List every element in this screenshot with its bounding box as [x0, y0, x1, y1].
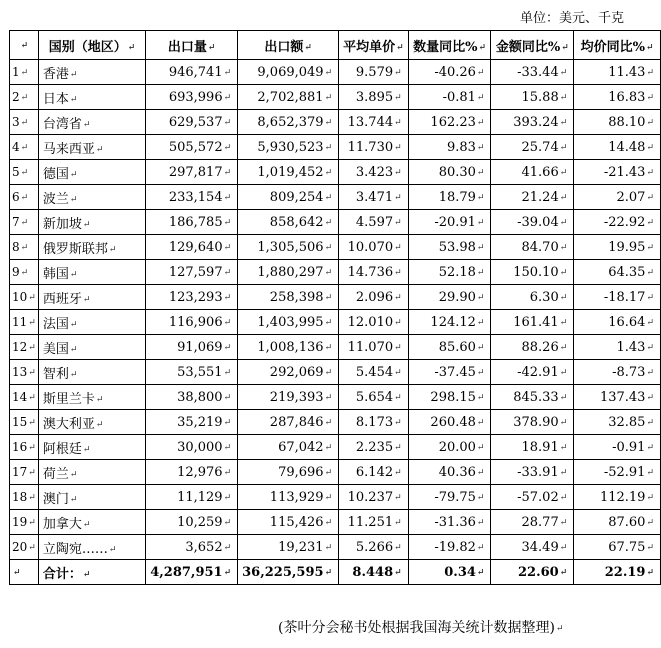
table-row — [10, 435, 661, 460]
cell-qty: 3,652↵ — [146, 535, 238, 560]
cell-qty: 127,597↵ — [146, 260, 238, 285]
cell-qty: 116,906↵ — [146, 310, 238, 335]
cell-qty-yoy: 53.98↵ — [408, 235, 491, 260]
table-row — [10, 85, 661, 110]
cell-avg-price: 12.010↵ — [339, 310, 409, 335]
cell-avg-price: 8.173↵ — [339, 410, 409, 435]
cell-price-yoy: 2.07↵ — [574, 185, 661, 210]
cell-qty-yoy: 29.90↵ — [408, 285, 491, 310]
cell-amount-yoy: 845.33↵ — [491, 385, 574, 410]
cell-amount: 258,398↵ — [238, 285, 339, 310]
cell-qty: 297,817↵ — [146, 160, 238, 185]
cell-qty-yoy: -31.36↵ — [408, 510, 491, 535]
total-row — [10, 560, 661, 585]
cell-amount-yoy: 21.24↵ — [491, 185, 574, 210]
cell-avg-price: 2.096↵ — [339, 285, 409, 310]
cell-amount: 5,930,523↵ — [238, 135, 339, 160]
cell-qty-yoy: 260.48↵ — [408, 410, 491, 435]
cell-index: 10↵ — [10, 285, 39, 310]
cell-country: 台湾省↵ — [38, 110, 145, 135]
header-country: 国别（地区）↵ — [38, 31, 145, 60]
cell-avg-price: 3.895↵ — [339, 85, 409, 110]
cell-qty-yoy: 298.15↵ — [408, 385, 491, 410]
cell-qty: 35,219↵ — [146, 410, 238, 435]
cell-avg-price: 5.654↵ — [339, 385, 409, 410]
cell-country: 澳门↵ — [38, 485, 145, 510]
cell-amount-yoy: -33.91↵ — [491, 460, 574, 485]
cell-qty-yoy: -19.82↵ — [408, 535, 491, 560]
total-qty: 4,287,951↵ — [146, 560, 238, 585]
cell-amount-yoy: 34.49↵ — [491, 535, 574, 560]
cell-qty-yoy: 124.12↵ — [408, 310, 491, 335]
total-index: ↵ — [10, 560, 39, 585]
cell-amount: 8,652,379↵ — [238, 110, 339, 135]
cell-amount-yoy: 28.77↵ — [491, 510, 574, 535]
cell-index: 19↵ — [10, 510, 39, 535]
cell-qty-yoy: 20.00↵ — [408, 435, 491, 460]
header-avg-price: 平均单价↵ — [339, 31, 409, 60]
table-row — [10, 410, 661, 435]
table-row — [10, 485, 661, 510]
cell-amount: 1,008,136↵ — [238, 335, 339, 360]
cell-index: 4↵ — [10, 135, 39, 160]
cell-amount: 1,305,506↵ — [238, 235, 339, 260]
cell-country: 日本↵ — [38, 85, 145, 110]
cell-qty-yoy: 40.36↵ — [408, 460, 491, 485]
cell-country: 加拿大↵ — [38, 510, 145, 535]
cell-amount: 9,069,049↵ — [238, 60, 339, 85]
cell-amount: 292,069↵ — [238, 360, 339, 385]
cell-index: 6↵ — [10, 185, 39, 210]
cell-index: 11↵ — [10, 310, 39, 335]
table-row — [10, 360, 661, 385]
cell-amount-yoy: -39.04↵ — [491, 210, 574, 235]
table-row — [10, 160, 661, 185]
cell-index: 8↵ — [10, 235, 39, 260]
cell-index: 15↵ — [10, 410, 39, 435]
cell-amount: 113,929↵ — [238, 485, 339, 510]
cell-price-yoy: -18.17↵ — [574, 285, 661, 310]
cell-index: 7↵ — [10, 210, 39, 235]
export-table — [9, 30, 661, 585]
cell-amount: 1,403,995↵ — [238, 310, 339, 335]
cell-qty: 123,293↵ — [146, 285, 238, 310]
cell-avg-price: 3.471↵ — [339, 185, 409, 210]
cell-amount: 67,042↵ — [238, 435, 339, 460]
cell-country: 俄罗斯联邦↵ — [38, 235, 145, 260]
table-row — [10, 385, 661, 410]
total-amount-yoy: 22.60↵ — [491, 560, 574, 585]
cell-avg-price: 10.070↵ — [339, 235, 409, 260]
cell-qty-yoy: 80.30↵ — [408, 160, 491, 185]
cell-avg-price: 4.597↵ — [339, 210, 409, 235]
cell-qty-yoy: -79.75↵ — [408, 485, 491, 510]
cell-avg-price: 5.454↵ — [339, 360, 409, 385]
cell-qty-yoy: 18.79↵ — [408, 185, 491, 210]
cell-price-yoy: -52.91↵ — [574, 460, 661, 485]
cell-amount: 809,254↵ — [238, 185, 339, 210]
cell-price-yoy: 112.19↵ — [574, 485, 661, 510]
cell-qty: 10,259↵ — [146, 510, 238, 535]
cell-qty: 693,996↵ — [146, 85, 238, 110]
cell-qty-yoy: -20.91↵ — [408, 210, 491, 235]
cell-country: 阿根廷↵ — [38, 435, 145, 460]
cell-qty: 30,000↵ — [146, 435, 238, 460]
total-label: 合计：↵ — [38, 560, 145, 585]
table-row — [10, 235, 661, 260]
cell-country: 西班牙↵ — [38, 285, 145, 310]
total-amount: 36,225,595↵ — [238, 560, 339, 585]
cell-avg-price: 3.423↵ — [339, 160, 409, 185]
cell-amount: 1,019,452↵ — [238, 160, 339, 185]
cell-qty: 11,129↵ — [146, 485, 238, 510]
cell-price-yoy: -21.43↵ — [574, 160, 661, 185]
table-row — [10, 285, 661, 310]
cell-amount-yoy: -57.02↵ — [491, 485, 574, 510]
cell-qty: 946,741↵ — [146, 60, 238, 85]
cell-amount: 858,642↵ — [238, 210, 339, 235]
cell-price-yoy: -8.73↵ — [574, 360, 661, 385]
cell-amount-yoy: 15.88↵ — [491, 85, 574, 110]
cell-country: 马来西亚↵ — [38, 135, 145, 160]
cell-index: 13↵ — [10, 360, 39, 385]
header-index: ↵ — [10, 31, 39, 60]
table-row — [10, 135, 661, 160]
cell-qty: 12,976↵ — [146, 460, 238, 485]
cell-country: 韩国↵ — [38, 260, 145, 285]
table-row — [10, 110, 661, 135]
cell-avg-price: 11.251↵ — [339, 510, 409, 535]
cell-index: 20↵ — [10, 535, 39, 560]
cell-qty: 505,572↵ — [146, 135, 238, 160]
cell-avg-price: 5.266↵ — [339, 535, 409, 560]
cell-qty: 38,800↵ — [146, 385, 238, 410]
cell-qty: 91,069↵ — [146, 335, 238, 360]
cell-price-yoy: 64.35↵ — [574, 260, 661, 285]
cell-amount: 287,846↵ — [238, 410, 339, 435]
cell-amount: 115,426↵ — [238, 510, 339, 535]
cell-amount: 19,231↵ — [238, 535, 339, 560]
cell-avg-price: 10.237↵ — [339, 485, 409, 510]
header-qty-yoy: 数量同比%↵ — [408, 31, 491, 60]
cell-amount-yoy: 161.41↵ — [491, 310, 574, 335]
cell-index: 9↵ — [10, 260, 39, 285]
cell-index: 12↵ — [10, 335, 39, 360]
cell-country: 美国↵ — [38, 335, 145, 360]
cell-qty-yoy: -40.26↵ — [408, 60, 491, 85]
cell-price-yoy: 11.43↵ — [574, 60, 661, 85]
total-avg-price: 8.448↵ — [339, 560, 409, 585]
cell-price-yoy: 16.83↵ — [574, 85, 661, 110]
cell-amount: 1,880,297↵ — [238, 260, 339, 285]
cell-country: 波兰↵ — [38, 185, 145, 210]
cell-qty-yoy: 162.23↵ — [408, 110, 491, 135]
table-row — [10, 510, 661, 535]
cell-qty: 53,551↵ — [146, 360, 238, 385]
header-amount: 出口额↵ — [238, 31, 339, 60]
cell-avg-price: 6.142↵ — [339, 460, 409, 485]
cell-qty: 129,640↵ — [146, 235, 238, 260]
table-row — [10, 310, 661, 335]
cell-amount-yoy: 393.24↵ — [491, 110, 574, 135]
unit-label: 单位：美元、千克 — [520, 11, 625, 26]
table-row — [10, 260, 661, 285]
cell-amount-yoy: -33.44↵ — [491, 60, 574, 85]
source-note: (茶叶分会秘书处根据我国海关统计数据整理)↵ — [278, 620, 564, 636]
total-qty-yoy: 0.34↵ — [408, 560, 491, 585]
cell-country: 德国↵ — [38, 160, 145, 185]
cell-avg-price: 14.736↵ — [339, 260, 409, 285]
table-row — [10, 60, 661, 85]
table-row — [10, 460, 661, 485]
cell-amount-yoy: 18.91↵ — [491, 435, 574, 460]
cell-avg-price: 11.730↵ — [339, 135, 409, 160]
cell-amount-yoy: -42.91↵ — [491, 360, 574, 385]
table-row — [10, 335, 661, 360]
cell-amount: 219,393↵ — [238, 385, 339, 410]
cell-country: 立陶宛……↵ — [38, 535, 145, 560]
cell-index: 18↵ — [10, 485, 39, 510]
cell-avg-price: 13.744↵ — [339, 110, 409, 135]
cell-country: 香港↵ — [38, 60, 145, 85]
cell-index: 1↵ — [10, 60, 39, 85]
header-qty: 出口量↵ — [146, 31, 238, 60]
table-header-row — [10, 31, 661, 60]
cell-price-yoy: 32.85↵ — [574, 410, 661, 435]
cell-price-yoy: 1.43↵ — [574, 335, 661, 360]
cell-avg-price: 2.235↵ — [339, 435, 409, 460]
cell-index: 17↵ — [10, 460, 39, 485]
cell-country: 澳大利亚↵ — [38, 410, 145, 435]
table-row — [10, 535, 661, 560]
cell-price-yoy: 88.10↵ — [574, 110, 661, 135]
total-price-yoy: 22.19↵ — [574, 560, 661, 585]
cell-index: 16↵ — [10, 435, 39, 460]
cell-amount-yoy: 150.10↵ — [491, 260, 574, 285]
cell-price-yoy: 14.48↵ — [574, 135, 661, 160]
cell-amount-yoy: 25.74↵ — [491, 135, 574, 160]
cell-qty: 629,537↵ — [146, 110, 238, 135]
cell-qty-yoy: 52.18↵ — [408, 260, 491, 285]
cell-price-yoy: -22.92↵ — [574, 210, 661, 235]
cell-amount: 2,702,881↵ — [238, 85, 339, 110]
cell-index: 2↵ — [10, 85, 39, 110]
cell-qty-yoy: 9.83↵ — [408, 135, 491, 160]
cell-country: 斯里兰卡↵ — [38, 385, 145, 410]
cell-price-yoy: 137.43↵ — [574, 385, 661, 410]
cell-qty-yoy: 85.60↵ — [408, 335, 491, 360]
cell-amount-yoy: 41.66↵ — [491, 160, 574, 185]
cell-country: 智利↵ — [38, 360, 145, 385]
cell-amount-yoy: 88.26↵ — [491, 335, 574, 360]
cell-qty: 186,785↵ — [146, 210, 238, 235]
cell-amount-yoy: 84.70↵ — [491, 235, 574, 260]
header-amount-yoy: 金额同比%↵ — [491, 31, 574, 60]
cell-qty: 233,154↵ — [146, 185, 238, 210]
cell-avg-price: 11.070↵ — [339, 335, 409, 360]
cell-amount-yoy: 6.30↵ — [491, 285, 574, 310]
cell-amount: 79,696↵ — [238, 460, 339, 485]
cell-index: 14↵ — [10, 385, 39, 410]
cell-index: 5↵ — [10, 160, 39, 185]
table-row — [10, 210, 661, 235]
cell-price-yoy: 67.75↵ — [574, 535, 661, 560]
cell-amount-yoy: 378.90↵ — [491, 410, 574, 435]
cell-qty-yoy: -0.81↵ — [408, 85, 491, 110]
table-row — [10, 185, 661, 210]
cell-country: 法国↵ — [38, 310, 145, 335]
header-price-yoy: 均价同比%↵ — [574, 31, 661, 60]
cell-qty-yoy: -37.45↵ — [408, 360, 491, 385]
cell-country: 新加坡↵ — [38, 210, 145, 235]
cell-price-yoy: -0.91↵ — [574, 435, 661, 460]
table-body — [10, 60, 661, 560]
cell-price-yoy: 87.60↵ — [574, 510, 661, 535]
cell-avg-price: 9.579↵ — [339, 60, 409, 85]
cell-price-yoy: 16.64↵ — [574, 310, 661, 335]
cell-price-yoy: 19.95↵ — [574, 235, 661, 260]
cell-index: 3↵ — [10, 110, 39, 135]
cell-country: 荷兰↵ — [38, 460, 145, 485]
